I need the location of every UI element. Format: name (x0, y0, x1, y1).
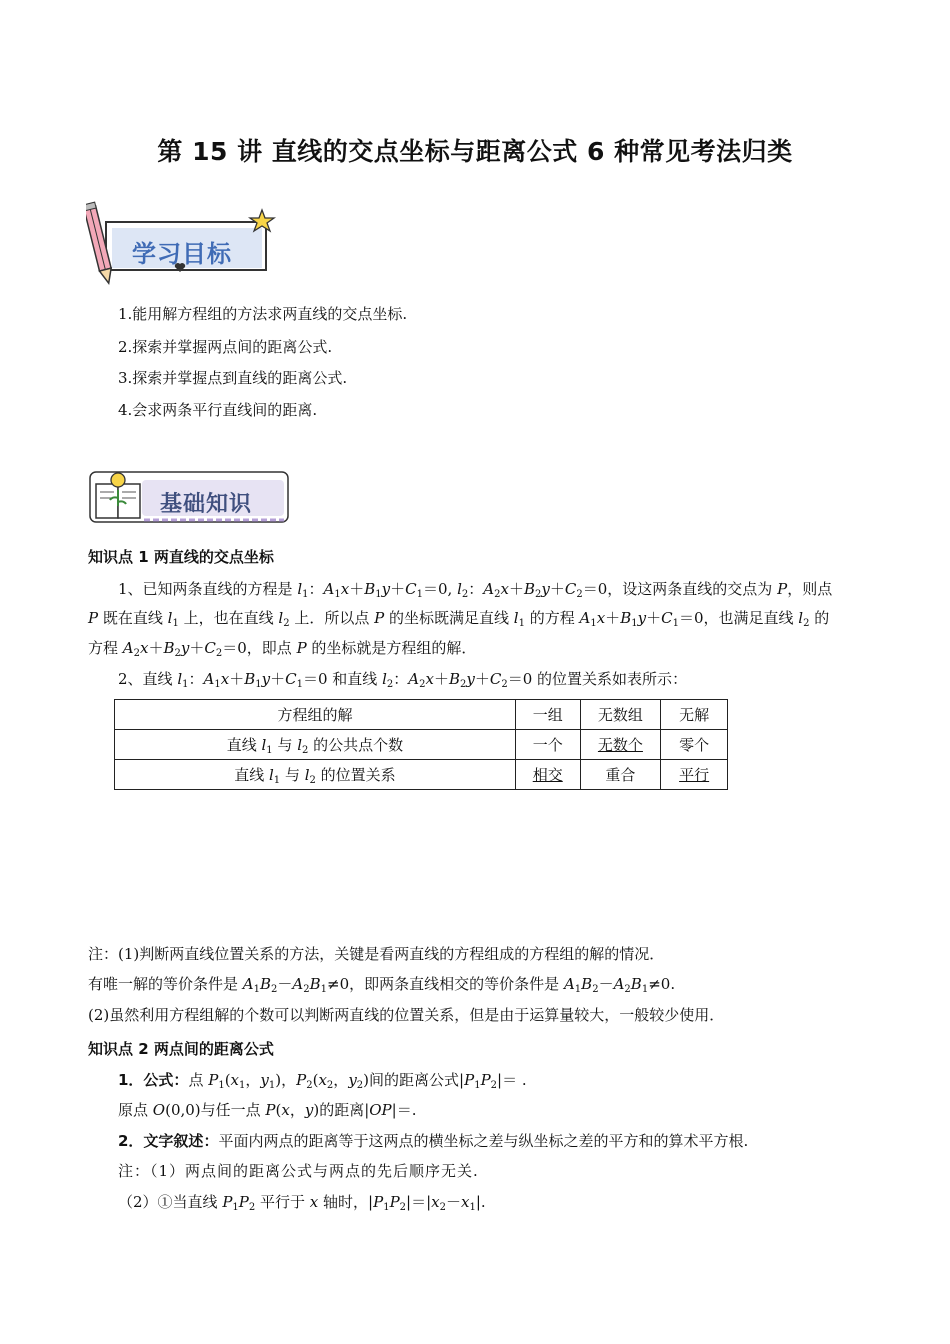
kp2-desc (118, 1131, 748, 1151)
table-row (115, 730, 728, 760)
table-row (115, 700, 728, 730)
basic-knowledge-label: 基础知识 (160, 492, 253, 517)
kp2-origin: 原点 O(0,0)与任一点 P(x，y)的距离|OP|＝. (118, 1101, 417, 1119)
kp2-note2: （2）①当直线 $P_1P_2$ 平行于 x 轴时，$|P_1P_2|=|x_2-x_1|$. (118, 1193, 486, 1213)
kp1-para: 2、直线 $l_1$：$A_1x+B_1y+C_1=0$ 和直线 $l_2$：$A_2x+B_2y+C_2=0$ 的位置关系如表所示： (118, 670, 688, 690)
goal-item: 3.探索并掌握点到直线的距离公式. (118, 369, 348, 387)
kp1-heading: 知识点 1 两直线的交点坐标 (88, 548, 274, 566)
table-cell: 方程组的解 (115, 700, 516, 730)
note-line: (2)虽然利用方程组解的个数可以判断两直线的位置关系，但是由于运算量较大，一般较少使用． (88, 1006, 725, 1024)
note-line: 注：(1)判断两直线位置关系的方法，关键是看两直线的方程组成的方程组的解的情况． (88, 945, 665, 963)
formula-label: 1．公式： (118, 1071, 189, 1089)
note-line: 有唯一解的等价条件是 $A_1B_2-A_2B_1\ne 0$，即两条直线相交的等价条件是 $A_1B_2-A_2B_1\ne 0$. (88, 975, 676, 995)
table-cell: 零个 (661, 730, 728, 760)
table-row (115, 760, 728, 790)
desc-label: 2．文字叙述： (118, 1132, 219, 1150)
desc-text: 平面内两点的距离等于这两点的横坐标之差与纵坐标之差的平方和的算术平方根. (218, 1132, 749, 1150)
kp2-formula: 1．公式：点 $P_1(x_1$，$y_1$)，$P_2(x_2$，$y_2$)间的距离公式$|P_1P_2|=$ . (118, 1071, 527, 1091)
table-cell: 平行 (661, 760, 728, 790)
table-cell: 无数个 (580, 730, 661, 760)
kp1-para: 1、已知两条直线的方程是 $l_1$：$A_1x+B_1y+C_1=0$, $l_2$：$A_2x+B_2y+C_2=0$，设这两条直线的交点为 P，则点 (118, 580, 833, 600)
relation-table (114, 699, 728, 790)
learning-goals-label: 学习目标 (132, 240, 232, 268)
table-cell: 无数组 (580, 700, 661, 730)
kp2-note1: 注：（1）两点间的距离公式与两点的先后顺序无关. (118, 1162, 479, 1180)
table-cell: 无解 (661, 700, 728, 730)
learning-goals-badge (86, 200, 278, 286)
table-cell: 直线 $l_1$ 与 $l_2$ 的公共点个数 (115, 730, 516, 760)
table-cell: 直线 $l_1$ 与 $l_2$ 的位置关系 (115, 760, 516, 790)
page-title: 第 15 讲 直线的交点坐标与距离公式 6 种常见考法归类 (157, 137, 793, 166)
table-cell: 重合 (580, 760, 661, 790)
table-cell: 一组 (515, 700, 580, 730)
goal-item: 1.能用解方程组的方法求两直线的交点坐标. (118, 305, 408, 323)
goal-item: 4.会求两条平行直线间的距离. (118, 401, 318, 419)
goal-item: 2.探索并掌握两点间的距离公式. (118, 338, 333, 356)
kp1-para: 方程 $A_2x+B_2y+C_2=0$，即点 P 的坐标就是方程组的解． (88, 639, 477, 659)
kp1-para: P 既在直线 $l_1$ 上，也在直线 $l_2$ 上．所以点 P 的坐标既满足直线 $l_1$ 的方程 $A_1x+B_1y+C_1=0$，也满足直线 $l_2$ 的 (88, 609, 830, 629)
kp2-heading: 知识点 2 两点间的距离公式 (88, 1040, 274, 1058)
basic-knowledge-badge (88, 468, 292, 528)
table-cell: 一个 (515, 730, 580, 760)
table-cell: 相交 (515, 760, 580, 790)
